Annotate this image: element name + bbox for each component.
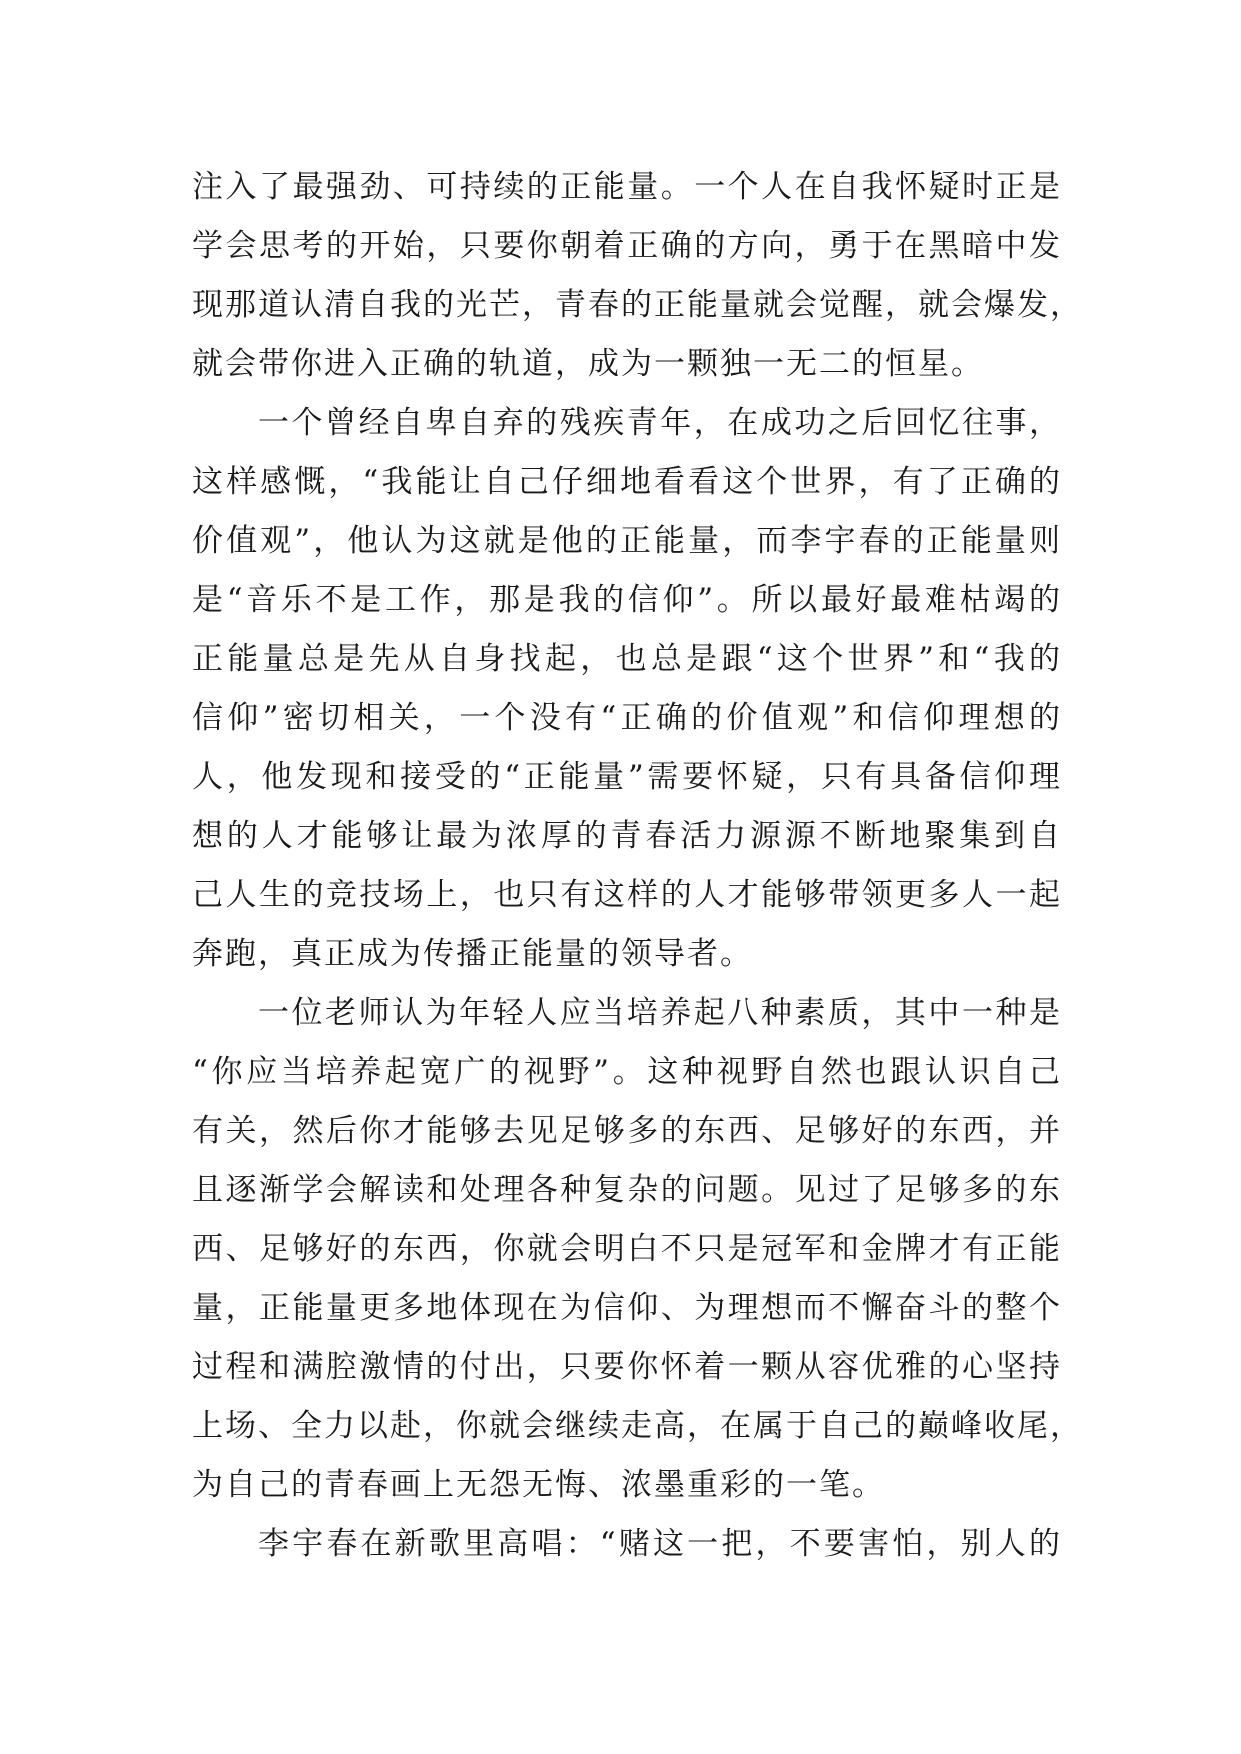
text-line: 一个曾经自卑自弃的残疾青年，在成功之后回忆往事，: [258, 405, 1062, 441]
paragraph: [192, 984, 1083, 1515]
text-line: 李宇春在新歌里高唱：“赌这一把，不要害怕，别人的: [258, 1526, 1062, 1562]
text-line: 学会思考的开始，只要你朝着正确的方向，勇于在黑暗中发: [192, 228, 1062, 264]
text-line: 这样感慨，“我能让自己仔细地看看这个世界，有了正确的: [192, 464, 1062, 500]
text-line: 己人生的竞技场上，也只有这样的人才能够带领更多人一起: [192, 877, 1062, 913]
paragraph: [192, 394, 1062, 984]
text-line: 一位老师认为年轻人应当培养起八种素质，其中一种是: [258, 995, 1062, 1031]
paragraph: [192, 1515, 1062, 1574]
text-line: 价值观”，他认为这就是他的正能量，而李宇春的正能量则: [192, 523, 1062, 559]
text-line: 量，正能量更多地体现在为信仰、为理想而不懈奋斗的整个: [192, 1290, 1062, 1326]
text-line: 过程和满腔激情的付出，只要你怀着一颗从容优雅的心坚持: [192, 1349, 1062, 1385]
text-line: 就会带你进入正确的轨道，成为一颗独一无二的恒星。: [192, 346, 984, 382]
text-line: 信仰”密切相关，一个没有“正确的价值观”和信仰理想的: [192, 700, 1062, 736]
document-body: [192, 158, 1083, 1574]
text-line: 人，他发现和接受的“正能量”需要怀疑，只有具备信仰理: [192, 759, 1062, 795]
text-line: 正能量总是先从自身找起，也总是跟“这个世界”和“我的: [192, 641, 1062, 677]
text-line: 奔跑，真正成为传播正能量的领导者。: [192, 936, 753, 972]
text-line: 为自己的青春画上无怨无悔、浓墨重彩的一笔。: [192, 1467, 885, 1503]
text-line: 且逐渐学会解读和处理各种复杂的问题。见过了足够多的东: [192, 1172, 1062, 1208]
text-line: “你应当培养起宽广的视野”。这种视野自然也跟认识自己: [192, 1054, 1062, 1090]
text-line: 上场、全力以赴，你就会继续走高，在属于自己的巅峰收尾，: [192, 1408, 1083, 1444]
text-line: 现那道认清自我的光芒，青春的正能量就会觉醒，就会爆发，: [192, 287, 1083, 323]
text-line: 是“音乐不是工作，那是我的信仰”。所以最好最难枯竭的: [192, 582, 1062, 618]
text-line: 有关，然后你才能够去见足够多的东西、足够好的东西，并: [192, 1113, 1062, 1149]
text-line: 注入了最强劲、可持续的正能量。一个人在自我怀疑时正是: [192, 169, 1062, 205]
text-line: 想的人才能够让最为浓厚的青春活力源源不断地聚集到自: [192, 818, 1062, 854]
paragraph: [192, 158, 1083, 394]
text-line: 西、足够好的东西，你就会明白不只是冠军和金牌才有正能: [192, 1231, 1062, 1267]
